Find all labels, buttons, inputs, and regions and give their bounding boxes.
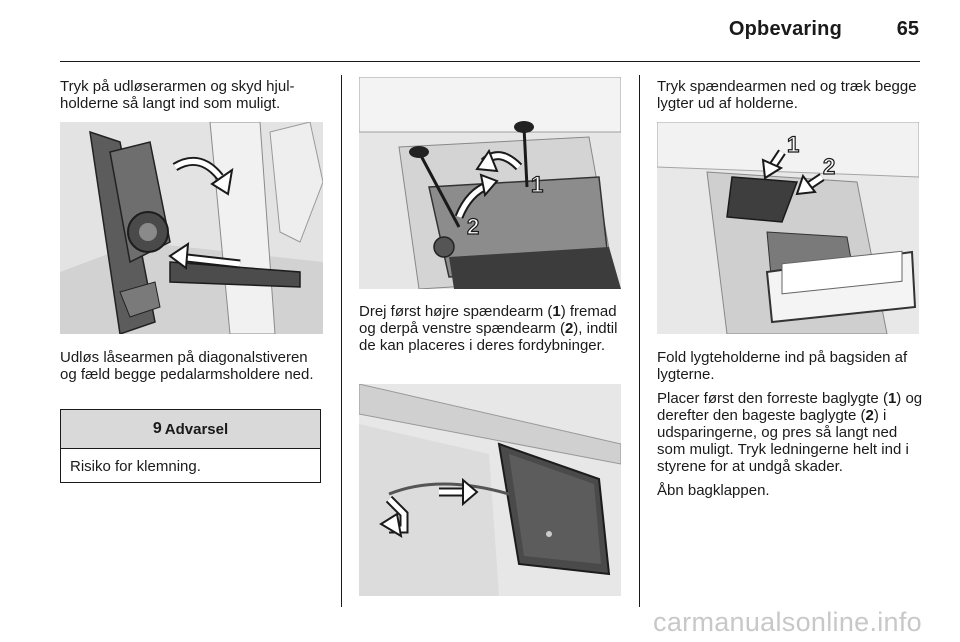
col2-text-tension-arms: [359, 303, 629, 361]
illustration-rear-lamps: [657, 122, 919, 334]
illustration-tension-arms: [359, 77, 621, 289]
page-title: Opbevaring: [728, 18, 842, 40]
col3-para-open-tailgate: Åbn bagklappen.: [657, 482, 770, 499]
col3-para-press-arm: Tryk spændearmen ned og træk begge lygter ud af holderne.: [657, 78, 917, 112]
column-divider-1: [341, 75, 342, 607]
warning-title: Advarsel: [164, 420, 229, 438]
callout-2-tension-arms: 2: [467, 214, 480, 239]
header-divider: [60, 61, 920, 62]
col1-text-locking-arm: [60, 349, 328, 390]
col1-intro-text: [60, 78, 328, 119]
col1-para-release-lever: Tryk på udløserarmen og skyd hjulholderne så langt ind som muligt.: [60, 78, 295, 112]
col2-para-tension-arms: Drej først højre spændearm (1) fremad og derpå venstre spændearm (2), indtil de kan placeres i deres fordybninger.: [359, 303, 618, 354]
warning-header: [61, 410, 320, 449]
illustration-lamp-cable: [359, 384, 621, 596]
callout-1-rear-lamps: 1: [787, 132, 800, 157]
column-divider-2: [639, 75, 640, 607]
warning-text: Risiko for klemning.: [70, 458, 201, 475]
col3-para-place-lamps: Placer først den forreste baglygte (1) og derefter den bageste baglygte (2) i udsparingerne, og pres så langt ned som muligt. Tryk ledningerne helt ind i styrene for at undgå skader.: [657, 390, 923, 475]
col3-intro-text: [657, 78, 925, 119]
callout-1-tension-arms: 1: [531, 172, 544, 197]
page-number: 65: [896, 18, 919, 40]
warning-icon: 9: [152, 420, 162, 437]
callout-2-rear-lamps: 2: [823, 154, 836, 179]
watermark: carmanualsonline.info: [653, 607, 922, 637]
col1-para-locking-arm: Udløs låsearmen på diagonalstiveren og fæld begge pedalarmsholdere ned.: [60, 349, 314, 383]
col3-para-fold-holders: Fold lygteholderne ind på bagsiden af lygterne.: [657, 349, 908, 383]
warning-box: [60, 409, 321, 483]
illustration-wheel-holders: [60, 122, 323, 334]
col3-text-body: [657, 349, 929, 506]
